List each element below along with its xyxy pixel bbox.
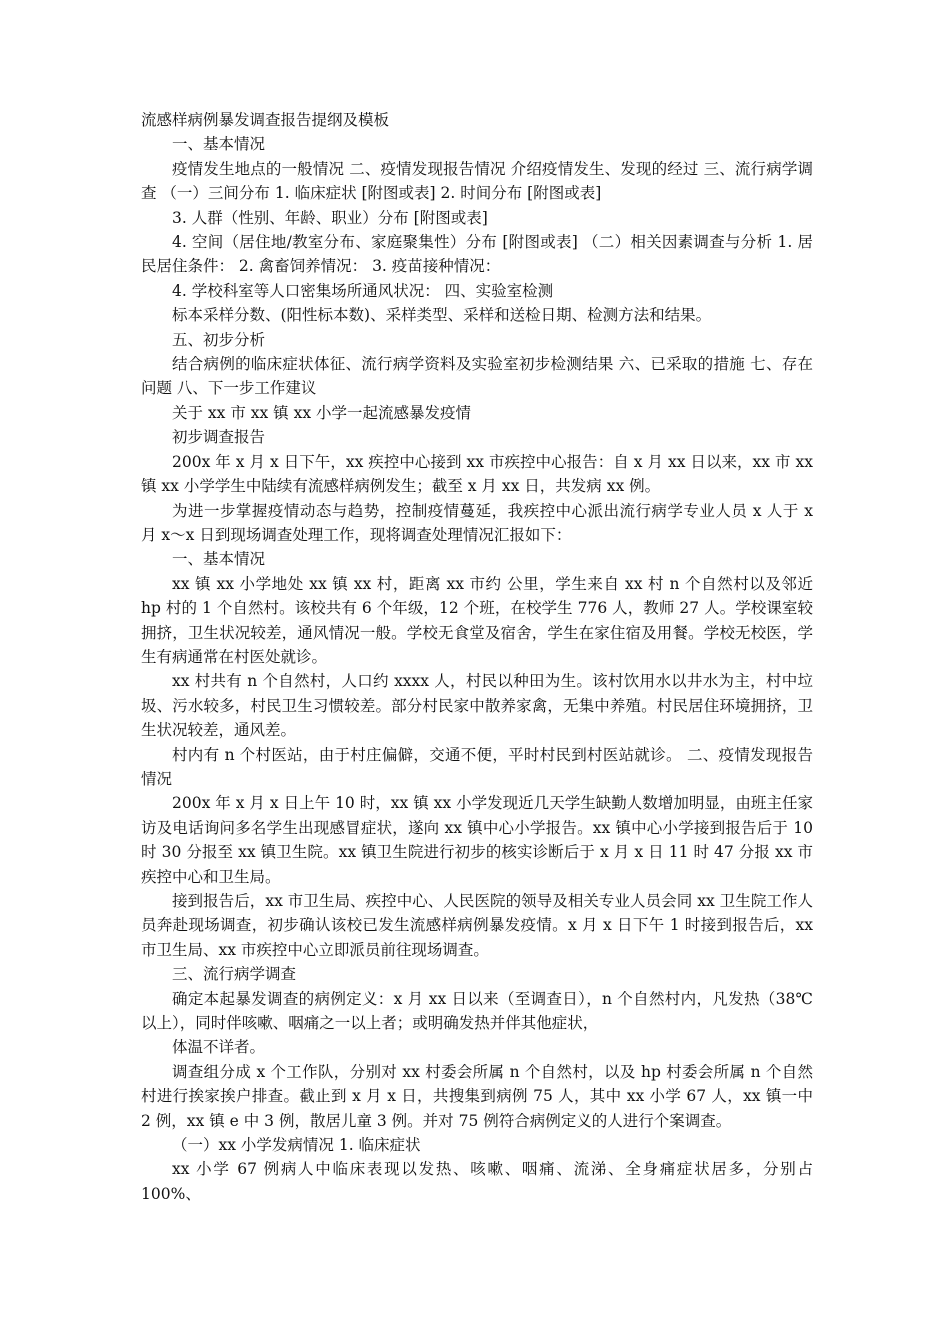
section-heading: 五、初步分析 — [172, 330, 266, 349]
paragraph: xx 小学 67 例病人中临床表现以发热、咳嗽、咽痛、流涕、全身痛症状居多，分别占 100%、 — [141, 1160, 813, 1203]
section-heading: 一、基本情况 — [172, 550, 266, 569]
report-subtitle: 初步调查报告 — [172, 428, 266, 447]
paragraph: 体温不详者。 — [172, 1038, 266, 1057]
section-heading: 三、流行病学调查 — [172, 965, 297, 984]
paragraph: xx 村共有 n 个自然村，人口约 xxxx 人，村民以种田为生。该村饮用水以井水为主，村中垃圾、污水较多，村民卫生习惯较差。部分村民家中散养家禽，无集中养殖。村民居住环境拥挤，卫生状况较差，通风差。 — [141, 672, 813, 740]
paragraph: 标本采样分数、(阳性标本数)、采样类型、采样和送检日期、检测方法和结果。 — [172, 306, 712, 325]
paragraph: 接到报告后，xx 市卫生局、疾控中心、人民医院的领导及相关专业人员会同 xx 卫生院工作人员奔赴现场调查，初步确认该校已发生流感样病例暴发疫情。x 月 x 日下午 1 时接到报告后，xx 市卫生局、xx 市疾控中心立即派员前往现场调查。 — [141, 892, 813, 959]
report-title: 关于 xx 市 xx 镇 xx 小学一起流感暴发疫情 — [172, 403, 472, 422]
document-title: 流感样病例暴发调查报告提纲及模板 — [141, 111, 390, 129]
paragraph: 村内有 n 个村医站，由于村庄偏僻，交通不便，平时村民到村医站就诊。 二、疫情发现报告情况 — [141, 745, 813, 788]
subsection-heading: （一）xx 小学发病情况 1. 临床症状 — [172, 1136, 421, 1155]
paragraph: 4. 学校科室等人口密集场所通风状况： 四、实验室检测 — [172, 281, 554, 300]
paragraph: 4. 空间（居住地/教室分布、家庭聚集性）分布 [附图或表] （二）相关因素调查与分析 1. 居民居住条件： 2. 禽畜饲养情况： 3. 疫苗接种情况： — [141, 233, 813, 276]
document-page — [141, 108, 813, 1206]
paragraph: 确定本起暴发调查的病例定义：x 月 xx 日以来（至调查日），n 个自然村内，凡发热（38℃以上），同时伴咳嗽、咽痛之一以上者；或明确发热并伴其他症状， — [141, 989, 813, 1033]
paragraph: 结合病例的临床症状体征、流行病学资料及实验室初步检测结果 六、已采取的措施 七、存在问题 八、下一步工作建议 — [141, 355, 813, 398]
paragraph: 调查组分成 x 个工作队，分别对 xx 村委会所属 n 个自然村，以及 hp 村委会所属 n 个自然村进行挨家挨户排查。截止到 x 月 x 日，共搜集到病例 75 人，其中 xx 小学 67 人，xx 镇一中 2 例，xx 镇 e 中 3 例，散居儿童 3 例。并对 75 例符合病例定义的人进行个案调查。 — [141, 1062, 813, 1130]
section-heading: 一、基本情况 — [172, 135, 266, 154]
paragraph: 为进一步掌握疫情动态与趋势，控制疫情蔓延，我疾控中心派出流行病学专业人员 x 人于 x 月 x～x 日到现场调查处理工作，现将调查处理情况汇报如下： — [141, 501, 813, 544]
paragraph: 3. 人群（性别、年龄、职业）分布 [附图或表] — [172, 208, 488, 227]
paragraph: 疫情发生地点的一般情况 二、疫情发现报告情况 介绍疫情发生、发现的经过 三、流行病学调查 （一）三间分布 1. 临床症状 [附图或表] 2. 时间分布 [附图或表] — [141, 159, 813, 203]
paragraph: xx 镇 xx 小学地处 xx 镇 xx 村，距离 xx 市约 公里，学生来自 xx 村 n 个自然村以及邻近 hp 村的 1 个自然村。该校共有 6 个年级，12 个班，在校学生 776 人，教师 27 人。学校课室较拥挤，卫生状况较差，通风情况一般。学校无食堂及宿舍，学生在家住宿及用餐。学校无校医，学生有病通常在村医处就诊。 — [141, 574, 813, 666]
paragraph: 200x 年 x 月 x 日上午 10 时，xx 镇 xx 小学发现近几天学生缺勤人数增加明显，由班主任家访及电话询问多名学生出现感冒症状，遂向 xx 镇中心小学报告。xx 镇中心小学接到报告后于 10 时 30 分报至 xx 镇卫生院。xx 镇卫生院进行初步的核实诊断后于 x 月 x 日 11 时 47 分报 xx 市疾控中心和卫生局。 — [141, 794, 813, 886]
paragraph: 200x 年 x 月 x 日下午，xx 疾控中心接到 xx 市疾控中心报告：自 x 月 xx 日以来，xx 市 xx 镇 xx 小学学生中陆续有流感样病例发生；截至 x 月 xx 日，共发病 xx 例。 — [141, 452, 813, 496]
